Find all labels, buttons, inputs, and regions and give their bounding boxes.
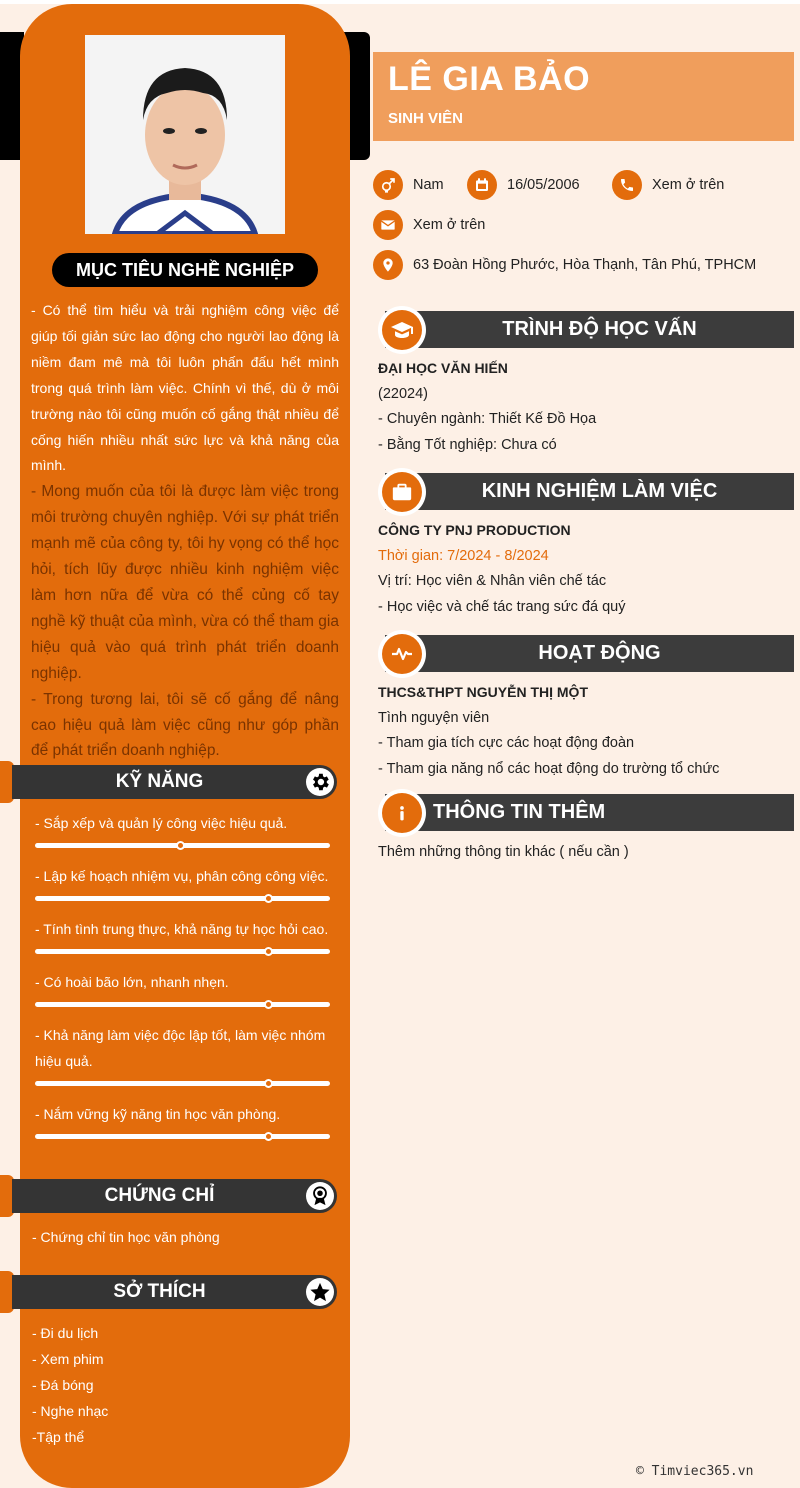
additional-text: Thêm những thông tin khác ( nếu cần ) <box>378 844 629 860</box>
objective-title: MỤC TIÊU NGHỀ NGHIỆP <box>52 253 318 287</box>
skill-label: - Có hoài bão lớn, nhanh nhẹn. <box>35 974 229 990</box>
experience-desc: - Học việc và chế tác trang sức đá quý <box>378 599 626 616</box>
objective-paragraph: - Có thể tìm hiểu và trải nghiệm công việc để giúp tối giản sức lao động cho người lao động là niềm đam mê mà tôi luôn phấn đấu hết mình trong quá trình làm việc. Chính vì thế, dù ở môi trường nào tôi cũng muốn cố gắng thật nhiều để cống hiến nhiều nhất sức lực và khả năng của mình. <box>31 302 339 474</box>
hobby-item: - Nghe nhạc <box>32 1403 109 1419</box>
name-header <box>373 52 794 141</box>
contact-email <box>373 210 485 240</box>
phone-value: Xem ở trên <box>652 177 725 193</box>
birthday-value: 16/05/2006 <box>507 177 580 193</box>
skill-label: - Sắp xếp và quản lý công việc hiệu quả. <box>35 815 288 831</box>
hobby-item: -Tập thể <box>32 1429 85 1445</box>
experience-block <box>378 518 788 621</box>
certificates-list <box>32 1224 220 1250</box>
education-year: (22024) <box>378 385 428 402</box>
experience-icon-wrap <box>378 468 426 516</box>
skill-knob <box>264 947 273 956</box>
education-block <box>378 356 788 459</box>
activity-role: Tình nguyện viên <box>378 709 490 726</box>
mail-icon <box>373 210 403 240</box>
certificates-header <box>12 1179 337 1213</box>
contact-phone <box>612 170 724 200</box>
certificates-title: CHỨNG CHỈ <box>104 1185 215 1206</box>
education-icon-wrap <box>378 306 426 354</box>
job-title: SINH VIÊN <box>388 110 464 127</box>
hobby-item: - Đi du lịch <box>32 1325 99 1341</box>
skill-bar <box>35 843 330 848</box>
education-header <box>385 311 794 348</box>
hobbies-header <box>12 1275 337 1309</box>
gear-icon <box>306 768 334 796</box>
education-title: TRÌNH ĐỘ HỌC VẤN <box>502 318 697 340</box>
hobby-item: - Xem phim <box>32 1351 104 1367</box>
address-value: 63 Đoàn Hồng Phước, Hòa Thạnh, Tân Phú, TPHCM <box>413 257 757 273</box>
additional-title: THÔNG TIN THÊM <box>433 801 606 823</box>
skill-knob <box>264 1132 273 1141</box>
skill-label: - Khả năng làm việc độc lập tốt, làm việc nhóm hiệu quả. <box>35 1027 326 1069</box>
activities-icon-wrap <box>378 630 426 678</box>
experience-header <box>385 473 794 510</box>
hobby-item: - Đá bóng <box>32 1377 94 1393</box>
hobbies-title: SỞ THÍCH <box>113 1281 206 1302</box>
location-pin-icon <box>373 250 403 280</box>
objective-paragraph: - Trong tương lai, tôi sẽ cố gắng để nâng cao hiệu quả làm việc cũng như góp phần để phát triển doanh nghiệp. <box>31 690 339 760</box>
skill-bar <box>35 896 330 901</box>
skill-label: - Lập kế hoạch nhiệm vụ, phân công công việc. <box>35 868 329 884</box>
skill-bar <box>35 1002 330 1007</box>
certificate-item: - Chứng chỉ tin học văn phòng <box>32 1229 220 1245</box>
copyright: © Timviec365.vn <box>636 1464 754 1479</box>
calendar-icon <box>467 170 497 200</box>
activities-block <box>378 680 788 783</box>
activities-header <box>385 635 794 672</box>
activity-item: - Tham gia năng nổ các hoạt động do trường tổ chức <box>378 761 720 778</box>
experience-time: Thời gian: 7/2024 - 8/2024 <box>378 547 549 564</box>
skill-bar <box>35 949 330 954</box>
skill-knob <box>264 894 273 903</box>
company-name: CÔNG TY PNJ PRODUCTION <box>378 522 571 538</box>
additional-icon-wrap <box>378 789 426 837</box>
graduation-cap-icon <box>382 310 422 350</box>
skill-knob <box>264 1000 273 1009</box>
education-major: - Chuyên ngành: Thiết Kế Đồ Họa <box>378 411 597 428</box>
avatar <box>85 35 285 234</box>
info-icon <box>382 793 422 833</box>
phone-icon <box>612 170 642 200</box>
skill-label: - Tính tình trung thực, khả năng tự học hỏi cao. <box>35 921 329 937</box>
contact-gender <box>373 170 444 200</box>
education-degree: - Bằng Tốt nghiệp: Chưa có <box>378 437 557 454</box>
skill-bar <box>35 1134 330 1139</box>
activities-title: HOẠT ĐỘNG <box>538 642 661 664</box>
briefcase-icon <box>382 472 422 512</box>
skills-title: KỸ NĂNG <box>115 771 204 792</box>
experience-position: Vị trí: Học viên & Nhân viên chế tác <box>378 573 607 590</box>
activity-org: THCS&THPT NGUYỄN THỊ MỘT <box>378 684 588 700</box>
skill-bar <box>35 1081 330 1086</box>
star-icon <box>306 1278 334 1306</box>
skills-header <box>12 765 337 799</box>
additional-header <box>385 794 794 831</box>
gender-icon <box>373 170 403 200</box>
activity-item: - Tham gia tích cực các hoạt động đoàn <box>378 735 635 752</box>
contact-address <box>373 250 756 280</box>
school-name: ĐẠI HỌC VĂN HIẾN <box>378 360 508 376</box>
award-icon <box>306 1182 334 1210</box>
gender-value: Nam <box>413 177 444 193</box>
additional-block <box>378 840 788 866</box>
pulse-icon <box>382 634 422 674</box>
hobbies-list <box>32 1320 108 1450</box>
skill-knob <box>264 1079 273 1088</box>
contact-birthday <box>467 170 580 200</box>
skill-label: - Nắm vững kỹ năng tin học văn phòng. <box>35 1106 281 1122</box>
objective-paragraph: - Mong muốn của tôi là được làm việc trong môi trường chuyên nghiệp. Với sự phát triển mạnh mẽ của công ty, tôi hy vọng có thể học hỏi, tích lũy được nhiều kinh nghiệm việc làm hơn nữa để vừa có thể củng cố tay nghề kỹ thuật của mình, vừa có thể tham gia hiệu quả vào quá trình phát triển doanh nghiệp. <box>31 483 339 682</box>
email-value: Xem ở trên <box>413 217 486 233</box>
skill-knob <box>176 841 185 850</box>
experience-title: KINH NGHIỆM LÀM VIỆC <box>481 480 718 502</box>
objective-text <box>31 298 339 764</box>
full-name: LÊ GIA BẢO <box>388 60 591 98</box>
